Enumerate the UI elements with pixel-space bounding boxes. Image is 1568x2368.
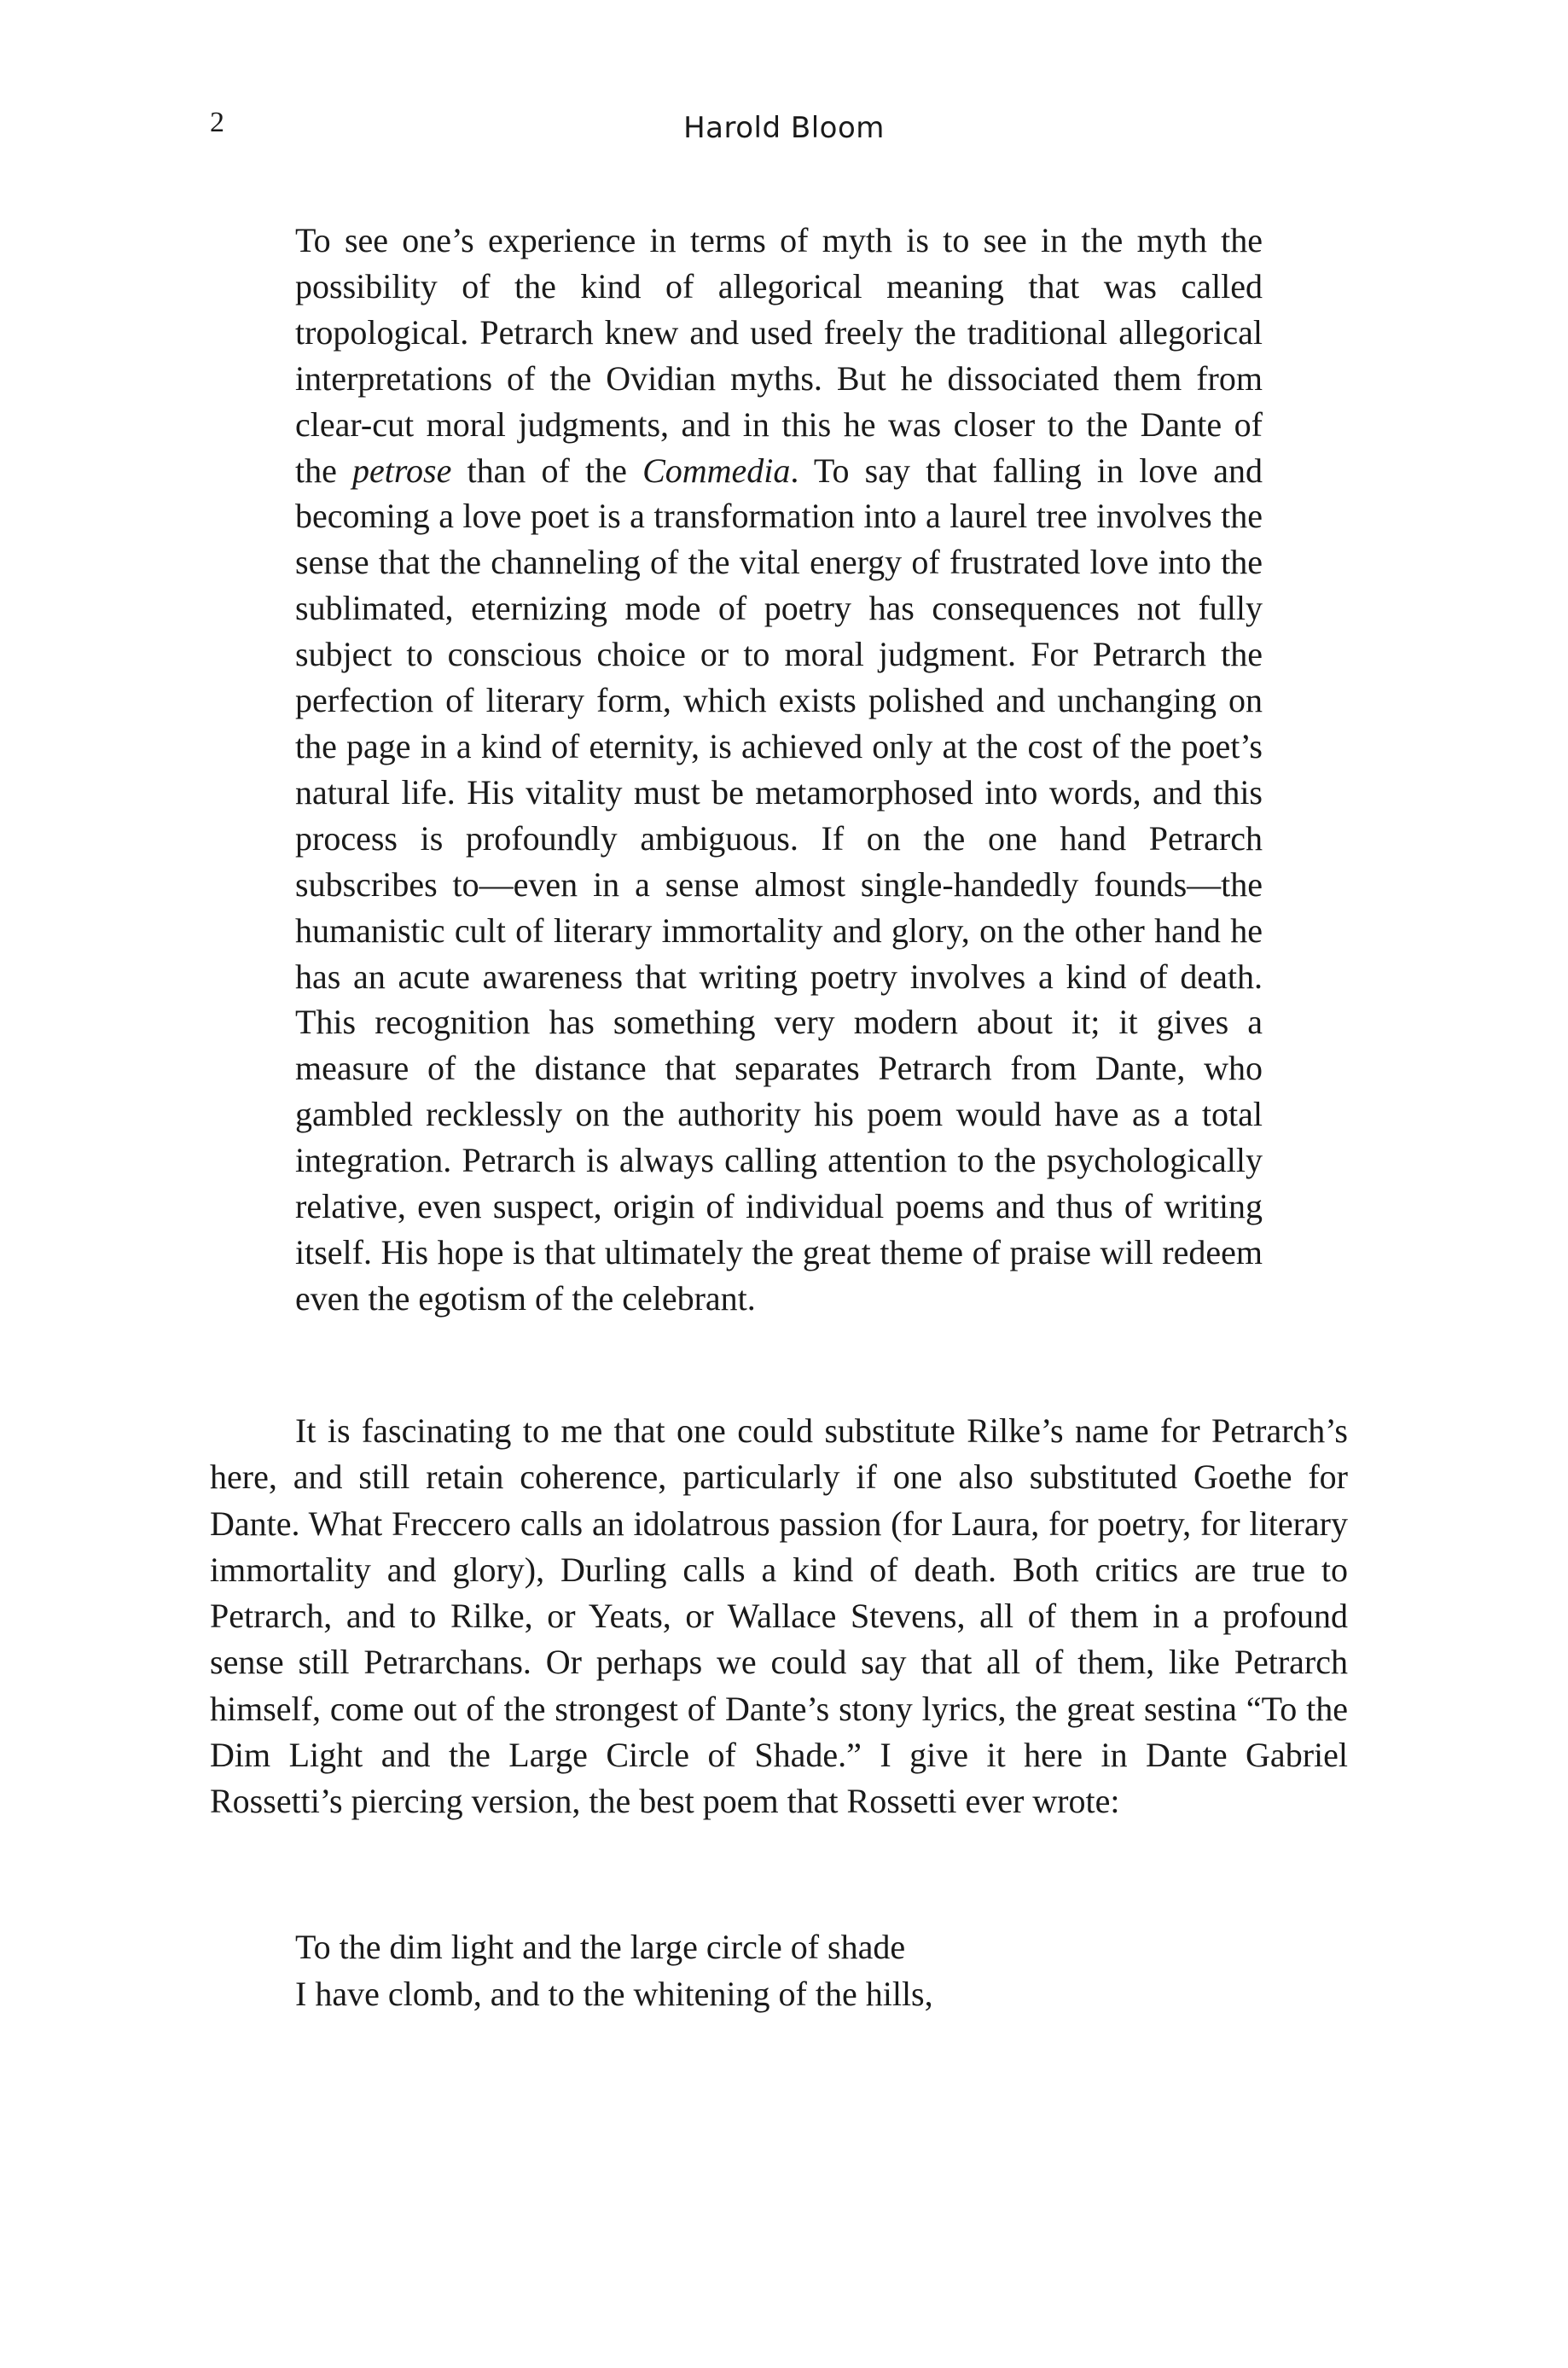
verse-quote bbox=[295, 1923, 1319, 2017]
page-number: 2 bbox=[210, 107, 224, 138]
body-paragraph: It is fascinating to me that one could substitute Rilke’s name for Petrarch’s here, and still retain coherence, particularly if one also substituted Goethe for Dante. What Freccero calls an idolatrous passion (for Laura, for poetry, for literary immortality and glory), Durling calls a kind of death. Both critics are true to Petrarch, and to Rilke, or Yeats, or Wallace Stevens, all of them in a profound sense still Petrarchans. Or perhaps we could say that all of them, like Petrarch himself, come out of the strongest of Dante’s stony lyrics, the great sestina “To the Dim Light and the Large Circle of Shade.” I give it here in Dante Gabriel Rossetti’s piercing version, the best poem that Rossetti ever wrote: bbox=[210, 1411, 1348, 1821]
block-quote bbox=[295, 218, 1263, 1322]
verse-line: To the dim light and the large circle of shade bbox=[295, 1928, 906, 1966]
running-head: Harold Bloom bbox=[683, 111, 885, 145]
verse-line: I have clomb, and to the whitening of the hills, bbox=[295, 1975, 933, 2013]
block-quote-italic-petrose: petrose bbox=[352, 451, 452, 490]
block-quote-text: To see one’s experience in terms of myth is to see in the myth the possibility of the kind of allegorical meaning that was called tropological. Petrarch knew and used freely the traditional allegorical interpretations of the Ovidian myths. But he dissociated them from clear-cut moral judgments, and in this he was closer to the Dante of the bbox=[295, 221, 1263, 490]
block-quote-text: . To say that falling in love and becoming a love poet is a transformation into a laurel tree involves the sense that the channeling of the vital energy of frustrated love into the sublimated, eternizing mode of poetry has consequences not fully subject to conscious choice or to moral judgment. For Petrarch the perfection of literary form, which exists polished and unchanging on the page in a kind of eternity, is achieved only at the cost of the poet’s natural life. His vitality must be metamorphosed into words, and this process is profoundly ambiguous. If on the one hand Petrarch subscribes to—even in a sense almost single-handedly founds—the humanistic cult of literary immortality and glory, on the other hand he has an acute awareness that writing poetry involves a kind of death. This recognition has something very modern about it; it gives a measure of the distance that separates Petrarch from Dante, who gambled recklessly on the authority his poem would have as a total integration. Petrarch is always calling attention to the psychologically relative, even suspect, origin of individual poems and thus of writing itself. His hope is that ultimately the great theme of praise will redeem even the egotism of the celebrant. bbox=[295, 451, 1263, 1318]
block-quote-italic-commedia: Commedia bbox=[642, 451, 791, 490]
block-quote-text: than of the bbox=[451, 451, 643, 490]
